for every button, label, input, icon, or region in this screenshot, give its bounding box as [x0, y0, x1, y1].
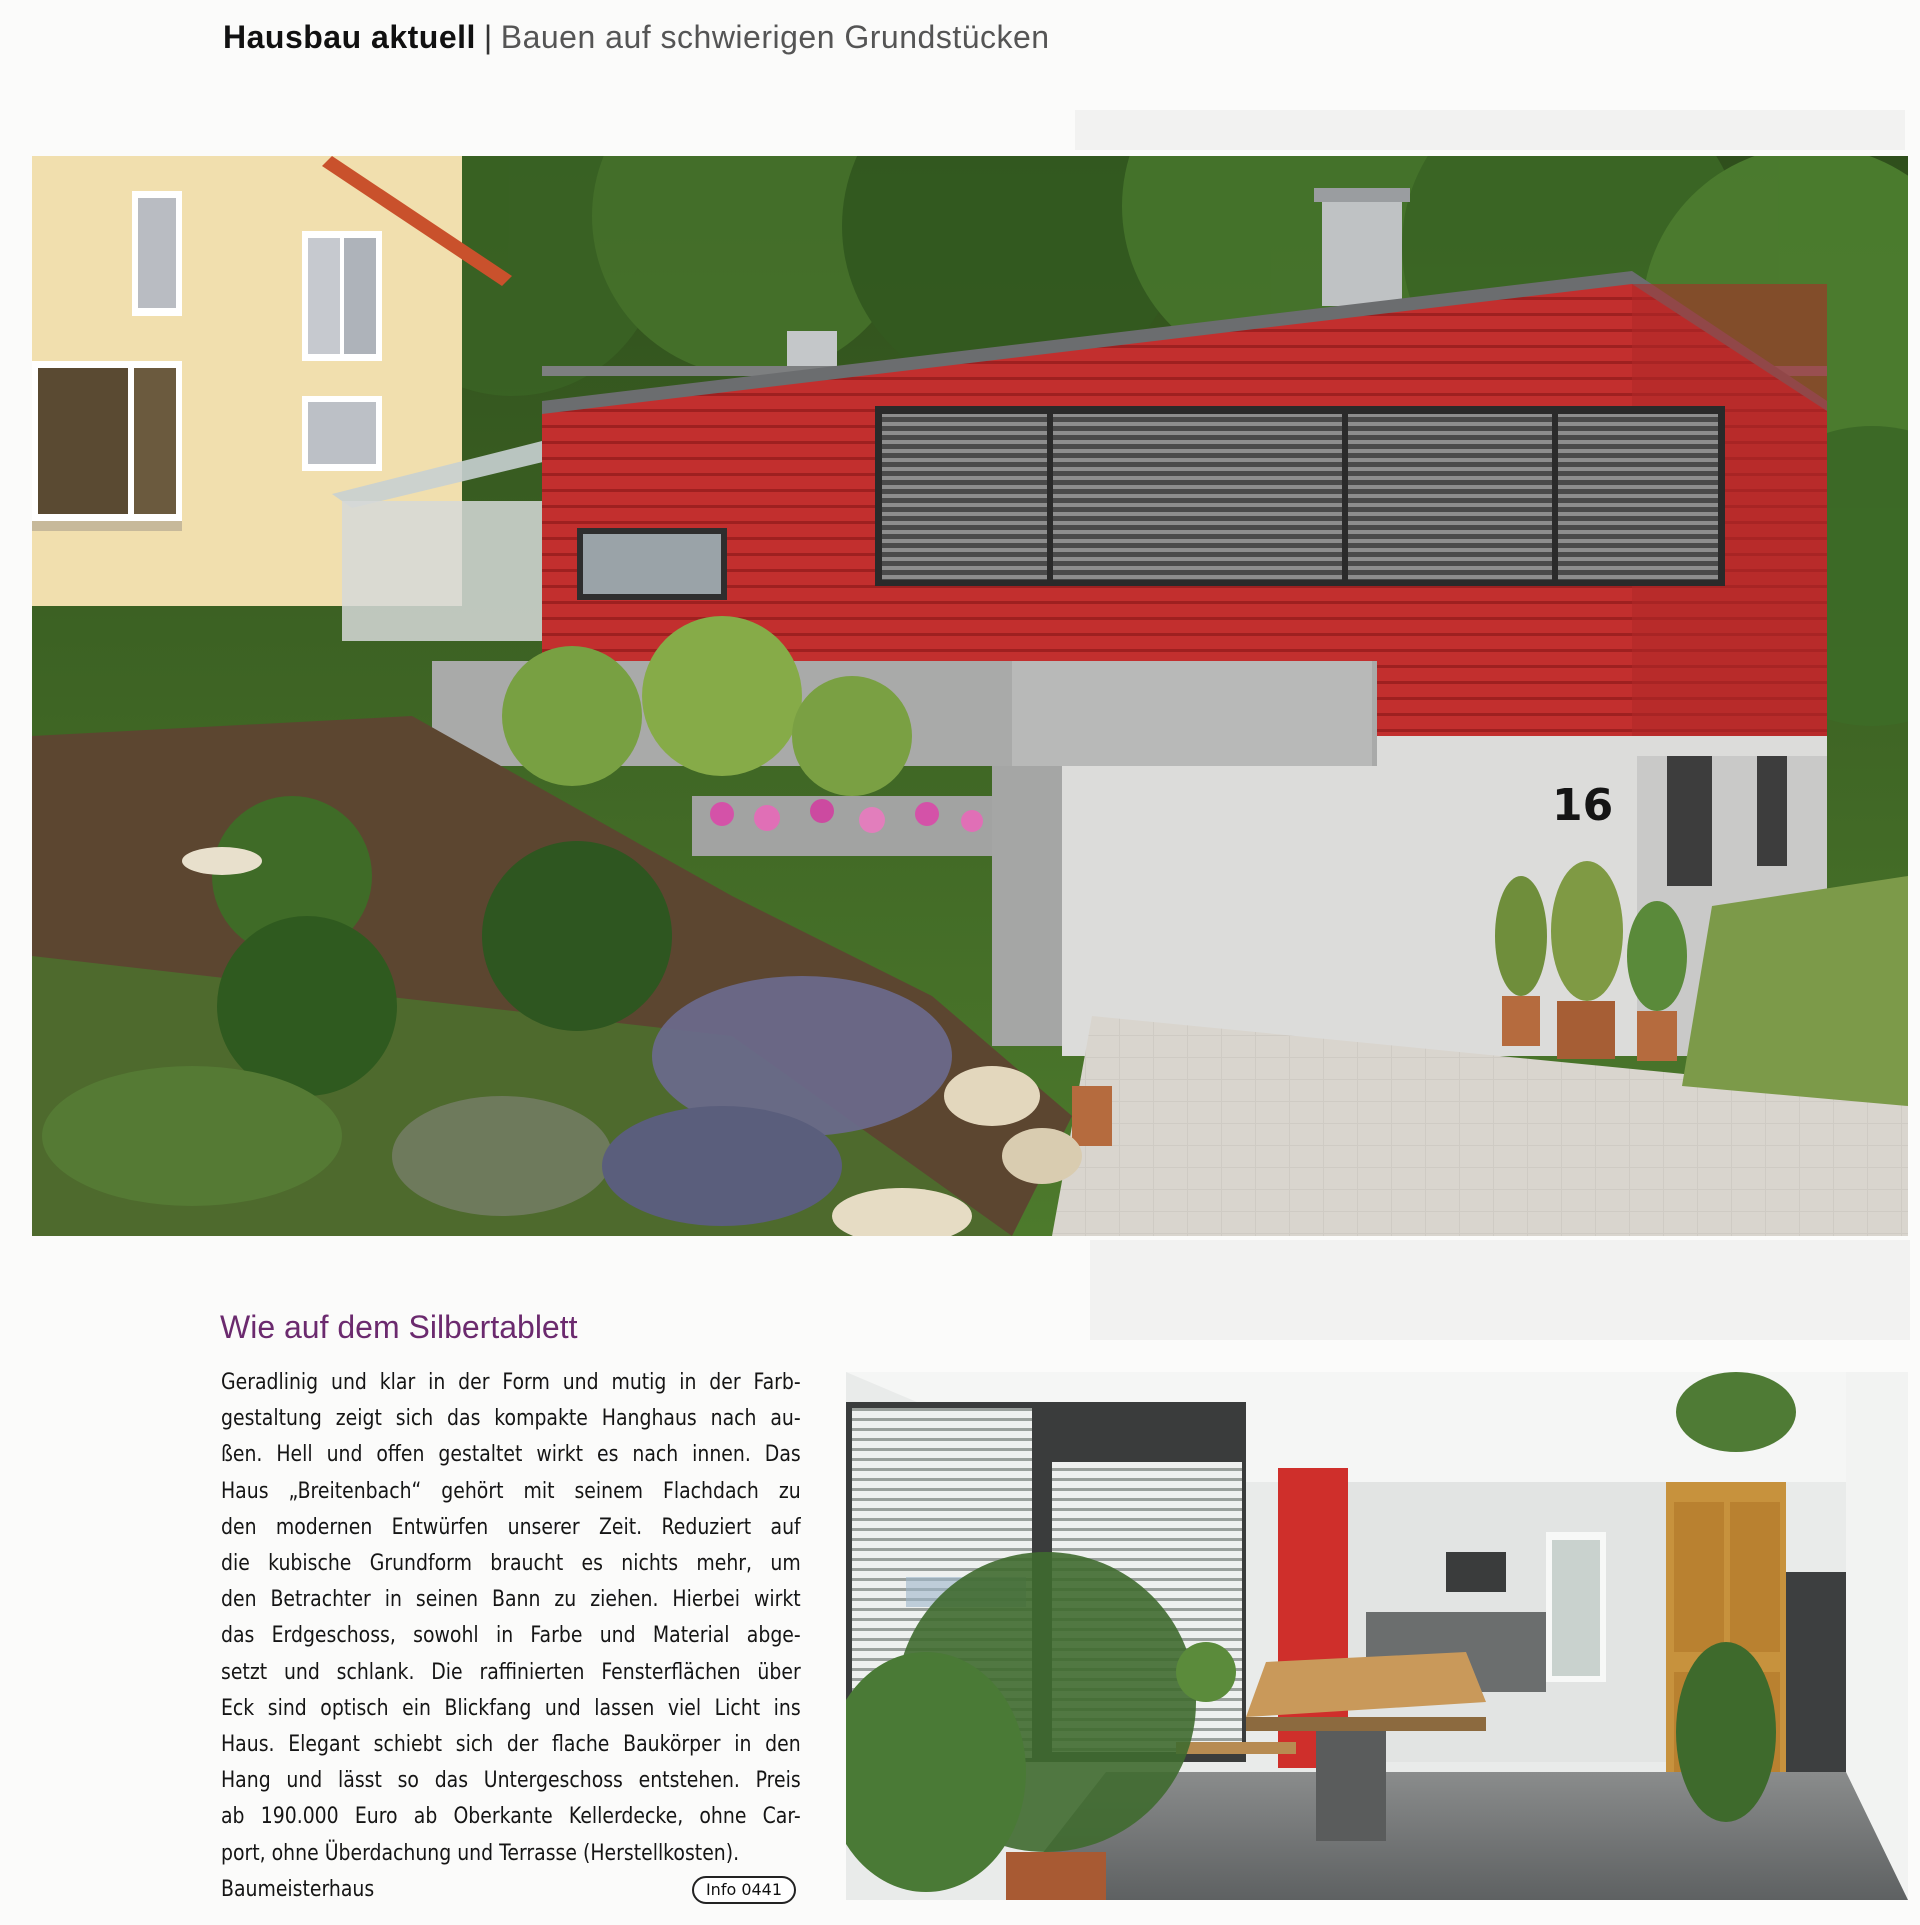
body-line: gestaltung zeigt sich das kompakte Hanghaus nach au- — [221, 1405, 801, 1432]
body-line: ßen. Hell und offen gestaltet wirkt es nach innen. Das — [221, 1441, 801, 1468]
house-number: 16 — [1552, 780, 1614, 831]
body-line: Haus. Elegant schiebt sich der flache Baukörper in den — [221, 1731, 801, 1758]
body-line: port, ohne Überdachung und Terrasse (Herstellkosten). — [221, 1839, 740, 1866]
bleed-through-shade — [1090, 1240, 1910, 1340]
article-headline: Wie auf dem Silbertablett — [220, 1309, 578, 1345]
info-code-badge: Info 0441 — [692, 1876, 796, 1904]
running-head-topic: Bauen auf schwierigen Grundstücken — [500, 19, 1050, 55]
bleed-through-shade — [1075, 110, 1905, 150]
hero-house-photo — [32, 156, 1908, 1236]
running-head-separator: | — [483, 19, 493, 55]
body-line: Geradlinig und klar in der Form und mutig in der Farb- — [221, 1369, 801, 1395]
body-line: Eck sind optisch ein Blickfang und lassen viel Licht ins — [221, 1694, 801, 1721]
body-line: den Betrachter in seinen Bann zu ziehen. Hierbei wirkt — [221, 1586, 801, 1613]
running-head-section: Hausbau aktuell — [223, 19, 476, 55]
body-line: das Erdgeschoss, sowohl in Farbe und Material abge- — [221, 1622, 801, 1649]
body-line: Hang und lässt so das Untergeschoss entstehen. Preis — [221, 1767, 801, 1794]
article-body — [221, 1364, 801, 1871]
body-line: ab 190.000 Euro ab Oberkante Kellerdecke, ohne Car- — [221, 1803, 801, 1830]
body-line: Haus „Breitenbach“ gehört mit seinem Flachdach zu — [221, 1477, 801, 1504]
body-line: den modernen Entwürfen unserer Zeit. Reduziert auf — [221, 1513, 801, 1540]
body-line: die kubische Grundform braucht es nichts mehr, um — [221, 1550, 801, 1577]
interior-photo — [846, 1372, 1908, 1900]
running-head — [223, 12, 1050, 62]
article-credit: Baumeisterhaus — [221, 1876, 375, 1902]
body-line: setzt und schlank. Die raffinierten Fensterflächen über — [221, 1658, 801, 1685]
